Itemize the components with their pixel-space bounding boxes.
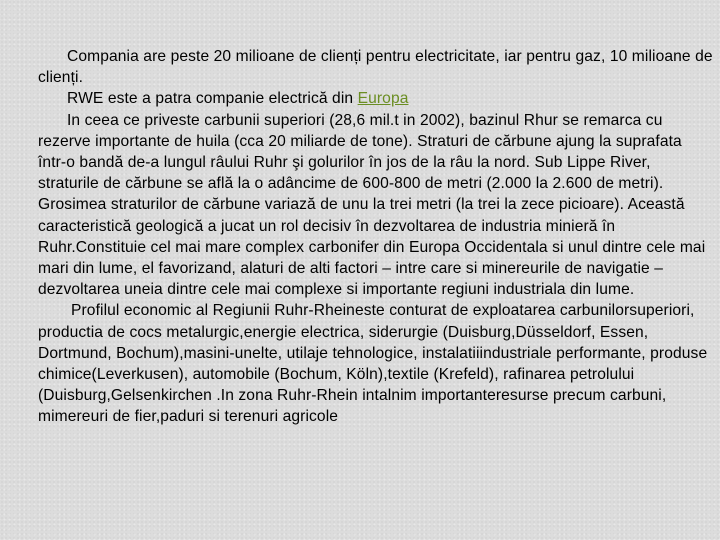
text-body: [38, 46, 714, 428]
europa-link[interactable]: Europa: [357, 90, 409, 108]
paragraph-rwe-text: RWE este a patra companie electrică din: [67, 90, 358, 108]
paragraph-economic-profile: Profilul economic al Regiunii Ruhr-Rheineste conturat de exploatarea carbunilorsuperiori, productia de cocs metalurgic,energie electrica, siderurgie (Duisburg,Düsseldorf, Essen, Dortmund, Bochum),masini-unelte, utilaje tehnologice, instalatiiindustriale performante, produse chimice(Leverkusen), automobile (Bochum, Köln),textile (Krefeld), rafinarea petrolului (Duisburg,Gelsenkirchen .In zona Ruhr-Rhein intalnim importanteresurse precum carbuni, mimereuri de fier,paduri si terenuri agricole: [38, 302, 708, 426]
paragraph-rwe: [38, 88, 714, 109]
paragraph-coal: In ceea ce priveste carbunii superiori (28,6 mil.t in 2002), bazinul Rhur se remarca cu rezerve importante de huila (cca 20 miliarde de tone). Straturi de cărbune ajung la suprafata într-o bandă de-a lungul râului Ruhr şi golurilor în jos de la râu la nord. Sub Lippe River, straturile de cărbune se află la o adâncime de 600-800 de metri (2.000 la 2.600 de metri). Grosimea straturilor de cărbune variază de unu la trei metri (la trei la zece picioare). Această caracteristică geologică a jucat un rol decisiv în dezvoltarea de industria minieră în Ruhr.Constituie cel mai mare complex carbonifer din Europa Occidentala si unul dintre cele mai mari din lume, el favorizand, alaturi de alti factori – intre care si minereurile de navigatie – dezvoltarea uneia dintre cele mai complexe si importante regiuni industriala din lume.: [38, 111, 706, 299]
paragraph-clients: Compania are peste 20 milioane de clienți pentru electricitate, iar pentru gaz, 10 milioane de clienți.: [38, 48, 713, 87]
